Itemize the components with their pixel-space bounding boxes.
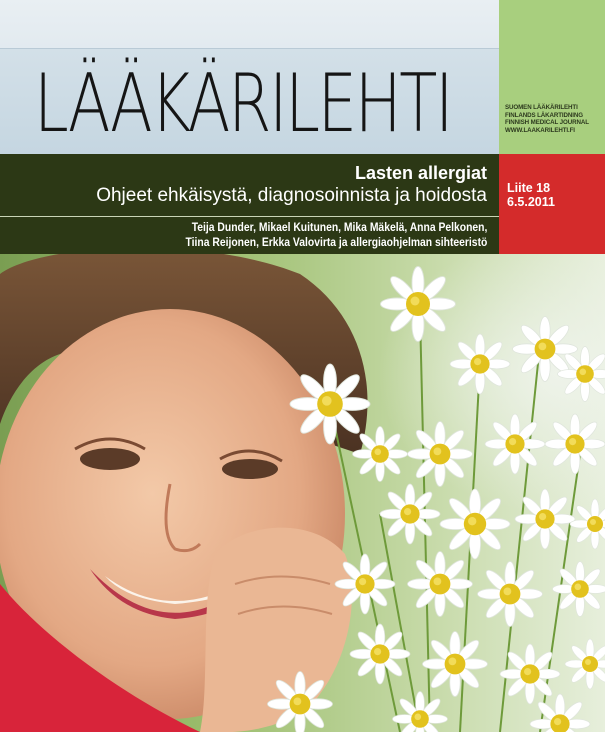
issue-date: 6.5.2011: [507, 195, 555, 209]
band-divider: [0, 216, 499, 217]
masthead: [0, 0, 499, 154]
publisher-line-en: FINNISH MEDICAL JOURNAL: [505, 119, 589, 127]
author-list: [152, 221, 487, 251]
supplement-number: Liite 18: [507, 181, 551, 195]
publisher-line-sv: FINLANDS LÄKARTIDNING: [505, 111, 583, 119]
issue-info: [507, 181, 555, 209]
author-line-2: Tiina Reijonen, Erkka Valovirta ja allergiaohjelman sihteeristö: [185, 237, 487, 249]
girl-with-daisies-illustration: [0, 254, 605, 732]
feature-heading: Lasten allergiat: [354, 163, 487, 183]
author-line-1: Teija Dunder, Mikael Kuitunen, Mika Mäkelä, Anna Pelkonen,: [191, 222, 487, 234]
cover-photo: [0, 254, 605, 732]
feature-band: [0, 154, 499, 254]
publisher-website: WWW.LAAKARILEHTI.FI: [505, 126, 575, 134]
publisher-line-fi: SUOMEN LÄÄKÄRILEHTI: [505, 104, 578, 111]
magazine-title: LÄÄKÄRILEHTI: [34, 57, 452, 150]
feature-subheading: Ohjeet ehkäisystä, diagnosoinnista ja hoidosta: [96, 185, 487, 206]
publisher-info: [505, 104, 605, 134]
